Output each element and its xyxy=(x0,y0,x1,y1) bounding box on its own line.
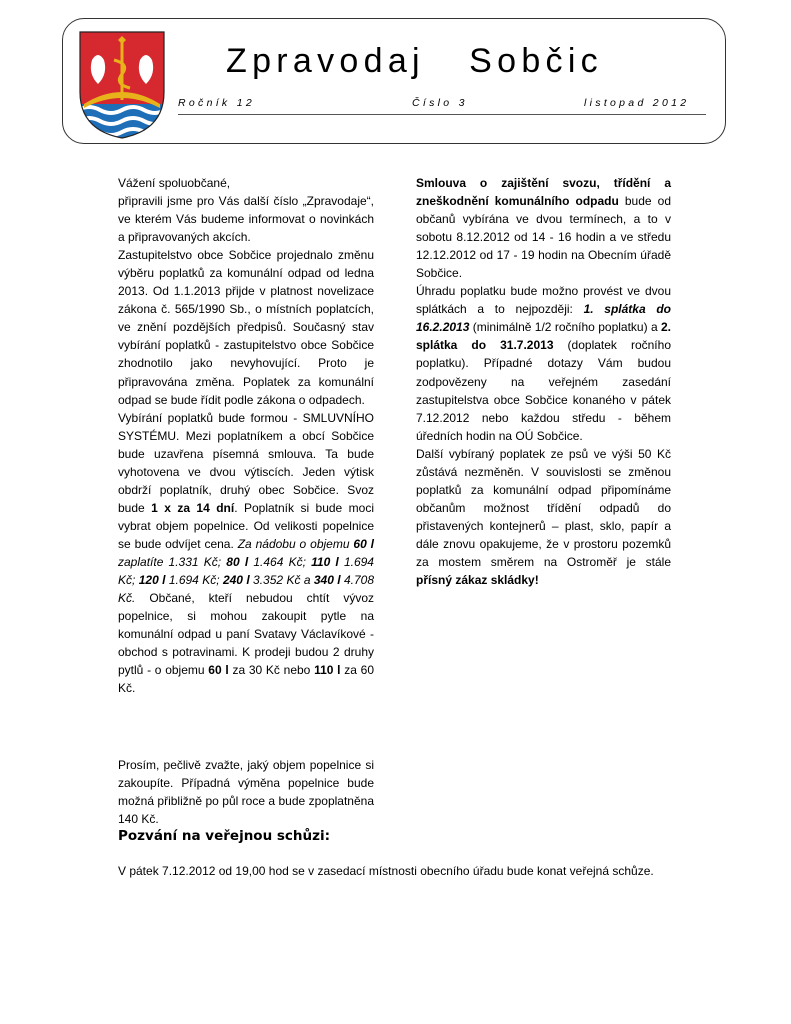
newsletter-title: Zpravodaj Sobčic xyxy=(226,42,603,80)
contract-system-paragraph xyxy=(118,409,374,698)
price-240: 3.352 Kč a xyxy=(249,573,314,588)
dog-fee-paragraph xyxy=(416,445,671,589)
text-run: za 60 Kč. xyxy=(118,663,375,696)
text-run: . Poplatník si bude moci vybrat objem popelnice. Od velikosti popelnice se bude odvíjet cena. xyxy=(118,500,375,551)
price-340: 4.708 Kč. xyxy=(118,573,374,606)
bag-volume-110: 110 l xyxy=(314,663,341,678)
volume-340: 340 l xyxy=(313,573,341,588)
contract-title: Smlouva o zajištění svozu, třídění a zneškodnění komunálního odpadu xyxy=(416,176,671,209)
text-run: Další vybíraný poplatek ze psů ve výši 50 Kč zůstává nezměněn. V souvislosti se změnou poplatků za komunální odpad připomínáme občanům možnost třídění odpadů do přistavených kontejnerů – plast, sklo, papír a dále znovu opakujeme, že v prostoru pozemků za mostem směrem na Ostroměř je stále xyxy=(416,446,671,569)
price-120: 1.694 Kč; xyxy=(165,573,223,588)
volume-240: 240 l xyxy=(222,573,250,588)
sobcice-coat-of-arms xyxy=(78,30,166,140)
contract-collection-paragraph xyxy=(416,174,671,282)
text-run: (doplatek ročního poplatku). Případné dotazy Vám budou zodpovězeny na veřejném zasedání zastupitelstva obce Sobčice konaného v pátek 7.12.2012 nebo každou středu - během úředních hodin na OÚ Sobčice. xyxy=(416,338,671,443)
meeting-heading: Pozvání na veřejnou schůzi: xyxy=(118,828,331,844)
right-column xyxy=(416,174,671,589)
payment-paragraph xyxy=(416,282,671,444)
text-run: Občané, kteří nebudou chtít vývoz popelnice, si mohou zakoupit pytle na komunální odpad u paní Svatavy Václavíkové - obchod s potravinami. K prodeji budou 2 druhy pytlů - o objemu xyxy=(118,591,374,678)
meeting-text: V pátek 7.12.2012 od 19,00 hod se v zasedací místnosti obecního úřadu bude konat veřejná schůze. xyxy=(118,864,654,878)
issue-label: Číslo 3 xyxy=(412,97,468,109)
dumping-ban: přísný zákaz skládky! xyxy=(416,573,539,588)
volume-120: 120 l xyxy=(138,573,166,588)
second-installment: 2. splátka do 31.7.2013 xyxy=(416,320,671,353)
masthead-rule xyxy=(178,114,706,115)
intro-paragraph: připravili jsme pro Vás další číslo „Zpravodaje“, ve kterém Vás budeme informovat o novinkách a připravovaných akcích. xyxy=(118,194,374,245)
text-run: (minimálně 1/2 ročního poplatku) a xyxy=(469,320,661,335)
bin-exchange-paragraph xyxy=(118,756,374,828)
date-label: listopad 2012 xyxy=(584,97,690,109)
price-60: zaplatíte 1.331 Kč; xyxy=(118,554,227,569)
price-80: 1.464 Kč; xyxy=(248,554,312,569)
bag-volume-60: 60 l xyxy=(208,663,229,678)
greeting: Vážení spoluobčané, xyxy=(118,176,231,190)
volume-label: Ročník 12 xyxy=(178,97,255,109)
volume-110: 110 l xyxy=(311,554,339,569)
waste-fee-change-paragraph: Zastupitelstvo obce Sobčice projednalo změnu výběru poplatků za komunální odpad od ledna 2013. Od 1.1.2013 přijde v platnost novelizace zákona č. 565/1990 Sb., o místních poplatcích, ve znění pozdějších předpisů. Současný stav vybírání poplatků - zastupitelstvo obce Sobčice zhodnotilo jako nevyhovující. Proto je připravována změna. Poplatek za komunální odpad se bude řídit podle zákona o odpadech. xyxy=(118,248,374,407)
price-list-intro: Za nádobu o objemu xyxy=(237,536,354,551)
collection-frequency: 1 x za 14 dní xyxy=(151,500,235,515)
volume-80: 80 l xyxy=(226,554,249,569)
price-110: 1.694 Kč; xyxy=(118,554,374,588)
volume-60: 60 l xyxy=(353,536,374,551)
text-run: Úhradu poplatku bude možno provést ve dvou splátkách a to nejpozději: xyxy=(416,284,671,317)
left-column xyxy=(118,174,374,697)
bin-exchange-text: Prosím, pečlivě zvažte, jaký objem popelnice si zakoupíte. Případná výměna popelnice bude možná přibližně po půl roce a bude zpoplatněna 140 Kč. xyxy=(118,758,374,827)
first-installment: 1. splátka do 16.2.2013 xyxy=(416,302,671,335)
text-run: za 30 Kč nebo xyxy=(228,663,315,678)
text-run: Vybírání poplatků bude formou - SMLUVNÍHO SYSTÉMU. Mezi poplatníkem a obcí Sobčice bude uzavřena písemná smlouva. Ta bude vyhotovena ve dvou výtiscích. Jeden výtisk obdrží poplatník, druhý obec Sobčice. Svoz bude xyxy=(118,410,374,515)
text-run: bude od občanů vybírána ve dvou termínech, a to v sobotu 8.12.2012 od 14 - 16 hodin a ve středu 12.12.2012 od 17 - 19 hodin na Obecním úřadě Sobčice. xyxy=(416,194,671,281)
